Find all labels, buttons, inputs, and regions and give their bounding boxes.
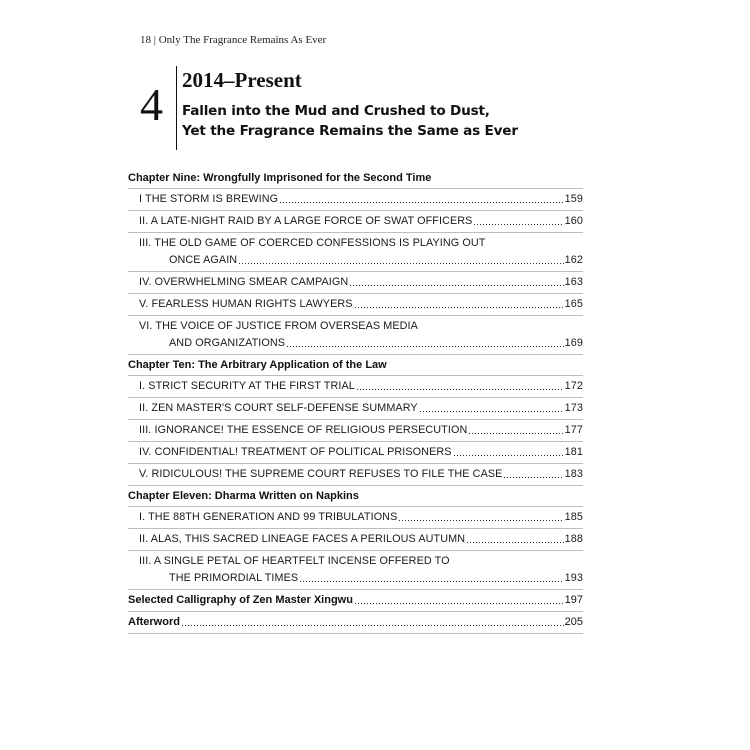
dot-leader <box>354 299 564 311</box>
chapter-heading: Chapter Ten: The Arbitrary Application of the Law <box>128 355 583 376</box>
toc-back-matter-entry[interactable] <box>128 590 583 612</box>
toc-page-number: 185 <box>564 511 583 523</box>
dot-leader <box>419 403 564 415</box>
dot-leader <box>453 447 564 459</box>
toc-entry[interactable] <box>128 211 583 233</box>
dot-leader <box>279 194 563 206</box>
toc-page-number: 165 <box>564 298 583 310</box>
toc-entry[interactable] <box>128 442 583 464</box>
toc-entry-title: Selected Calligraphy of Zen Master Xingwu <box>128 594 353 606</box>
toc-entry-title: III. THE OLD GAME OF COERCED CONFESSIONS IS PLAYING OUT <box>139 237 486 249</box>
toc-entry-title: V. FEARLESS HUMAN RIGHTS LAWYERS <box>139 298 353 310</box>
toc-back-matter-entry[interactable] <box>128 612 583 634</box>
toc-entry-title: II. A LATE-NIGHT RAID BY A LARGE FORCE OF SWAT OFFICERS <box>139 215 473 227</box>
toc-entry[interactable] <box>128 464 583 486</box>
toc-page-number: 188 <box>564 533 583 545</box>
toc-entry-title: IV. CONFIDENTIAL! TREATMENT OF POLITICAL PRISONERS <box>139 446 452 458</box>
toc-entry[interactable] <box>128 551 583 590</box>
toc-page-number: 169 <box>564 337 583 349</box>
dot-leader <box>238 255 563 267</box>
dot-leader <box>466 534 564 546</box>
toc-entry-title-continued: THE PRIMORDIAL TIMES <box>169 572 299 584</box>
toc-entry-title: I. THE 88TH GENERATION AND 99 TRIBULATIONS <box>139 511 398 523</box>
toc-entry-title: VI. THE VOICE OF JUSTICE FROM OVERSEAS MEDIA <box>139 320 418 332</box>
toc-entry[interactable] <box>128 189 583 211</box>
toc-entry-title: II. ALAS, THIS SACRED LINEAGE FACES A PERILOUS AUTUMN <box>139 533 466 545</box>
dot-leader <box>503 469 563 481</box>
toc-page-number: 159 <box>564 193 583 205</box>
toc-page-number: 173 <box>564 402 583 414</box>
dot-leader <box>473 216 563 228</box>
dot-leader <box>398 512 563 524</box>
toc-page-number: 172 <box>564 380 583 392</box>
part-subtitle <box>182 101 518 141</box>
toc-entry-title-continued: ONCE AGAIN <box>169 254 238 266</box>
part-divider-rule <box>176 66 177 150</box>
dot-leader <box>286 338 564 350</box>
toc-entry-title: III. IGNORANCE! THE ESSENCE OF RELIGIOUS PERSECUTION <box>139 424 468 436</box>
toc-entry[interactable] <box>128 529 583 551</box>
part-heading <box>140 66 610 154</box>
part-subtitle-line-2: Yet the Fragrance Remains the Same as Ever <box>182 123 518 139</box>
chapter-heading: Chapter Eleven: Dharma Written on Napkins <box>128 486 583 507</box>
dot-leader <box>181 617 564 629</box>
toc-entry[interactable] <box>128 398 583 420</box>
dot-leader <box>356 381 564 393</box>
toc-entry[interactable] <box>128 272 583 294</box>
dot-leader <box>468 425 563 437</box>
toc-entry-title: II. ZEN MASTER'S COURT SELF-DEFENSE SUMMARY <box>139 402 418 414</box>
toc-page-number: 197 <box>564 594 583 606</box>
toc-entry[interactable] <box>128 376 583 398</box>
table-of-contents <box>128 168 583 634</box>
toc-page-number: 162 <box>564 254 583 266</box>
toc-page-number: 181 <box>564 446 583 458</box>
running-head: 18 | Only The Fragrance Remains As Ever <box>140 34 327 46</box>
toc-entry[interactable] <box>128 316 583 355</box>
toc-page-number: 193 <box>564 572 583 584</box>
toc-entry-title: IV. OVERWHELMING SMEAR CAMPAIGN <box>139 276 349 288</box>
toc-entry-title: I. STRICT SECURITY AT THE FIRST TRIAL <box>139 380 355 392</box>
dot-leader <box>299 573 563 585</box>
toc-entry-title-continued: AND ORGANIZATIONS <box>169 337 286 349</box>
toc-page-number: 205 <box>564 616 583 628</box>
part-number: 4 <box>140 79 163 130</box>
toc-page-number: 183 <box>564 468 583 480</box>
chapter-heading: Chapter Nine: Wrongfully Imprisoned for the Second Time <box>128 168 583 189</box>
dot-leader <box>349 277 563 289</box>
toc-entry[interactable] <box>128 507 583 529</box>
toc-entry-title: V. RIDICULOUS! THE SUPREME COURT REFUSES TO FILE THE CASE <box>139 468 503 480</box>
part-subtitle-line-1: Fallen into the Mud and Crushed to Dust, <box>182 103 490 119</box>
toc-entry-title: Afterword <box>128 616 180 628</box>
toc-entry-title: III. A SINGLE PETAL OF HEARTFELT INCENSE OFFERED TO <box>139 555 450 567</box>
toc-page-number: 177 <box>564 424 583 436</box>
dot-leader <box>354 595 564 607</box>
toc-entry-title: I THE STORM IS BREWING <box>139 193 279 205</box>
toc-entry[interactable] <box>128 420 583 442</box>
toc-entry[interactable] <box>128 294 583 316</box>
toc-entry[interactable] <box>128 233 583 272</box>
toc-page-number: 163 <box>564 276 583 288</box>
toc-page-number: 160 <box>564 215 583 227</box>
part-date-range: 2014–Present <box>182 68 302 92</box>
